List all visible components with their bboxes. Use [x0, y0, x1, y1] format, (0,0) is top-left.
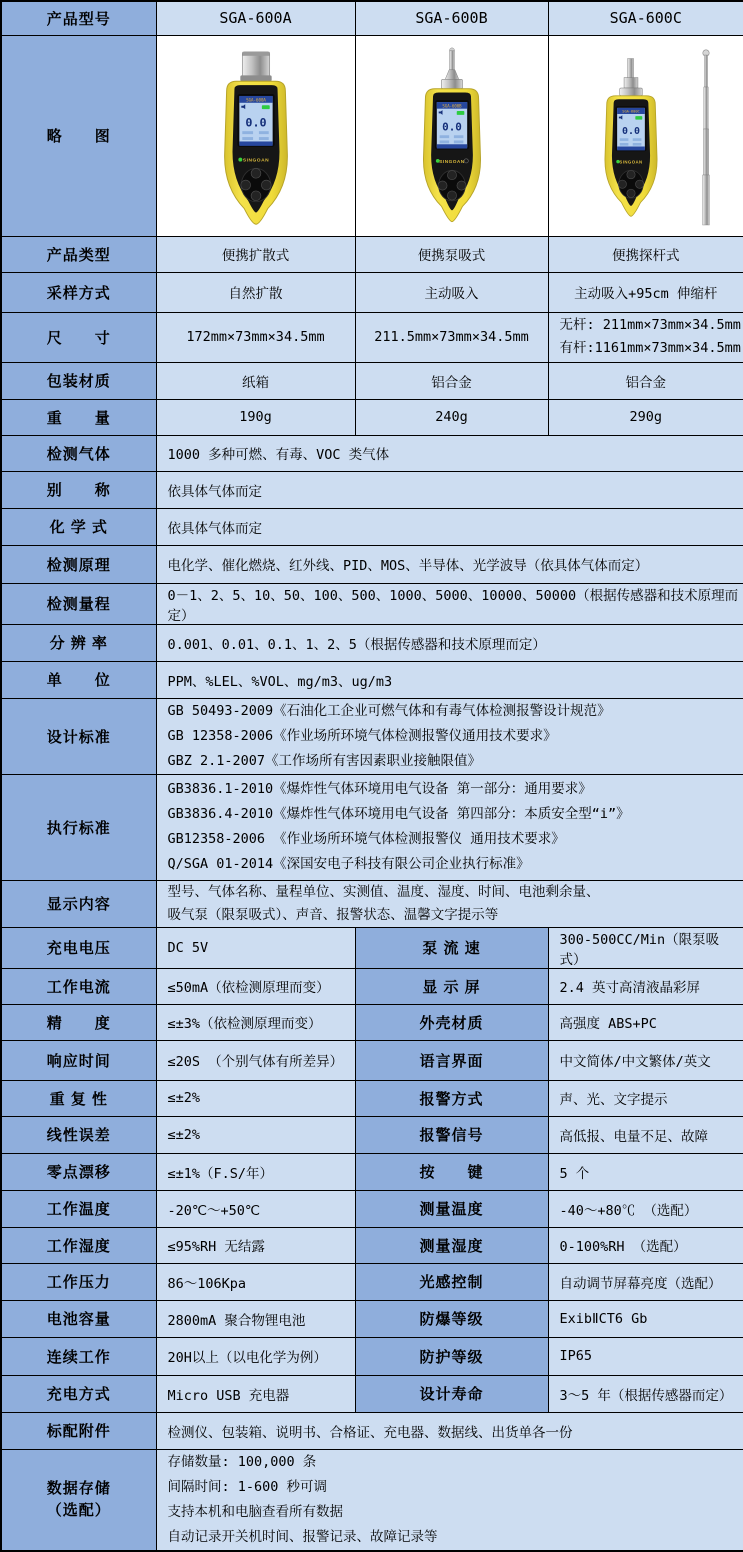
row-pair-working-pressure: [1, 1263, 743, 1300]
brand-text: SINGOAN: [619, 158, 643, 164]
cell-value: [156, 698, 743, 774]
cell-value: ≤50mA（依检测原理而变）: [156, 968, 355, 1004]
row-label: 防护等级: [355, 1337, 548, 1375]
standard-line: GB3836.4-2010《爆炸性气体环境用电气设备 第四部分：本质安全型“i”》: [167, 806, 630, 822]
row-label: 防爆等级: [355, 1300, 548, 1337]
row-label: 尺 寸: [1, 312, 156, 362]
row-label: 连续工作: [1, 1337, 156, 1375]
dimension-line: 无杆: 211mm×73mm×34.5mm: [559, 317, 741, 333]
cell-value: -40～+80℃ （选配）: [548, 1190, 743, 1227]
cell-value: 纸箱: [156, 362, 355, 399]
cell-value: 86～106Kpa: [156, 1263, 355, 1300]
cell-value: 铝合金: [355, 362, 548, 399]
cell-value: ≤±1%（F.S/年）: [156, 1153, 355, 1190]
screen-reading: 0.0: [441, 120, 462, 134]
cell-value: 声、光、文字提示: [548, 1080, 743, 1116]
battery-icon: [456, 111, 464, 115]
row-label: 化 学 式: [1, 508, 156, 545]
cell-value: ExibⅡCT6 Gb: [548, 1300, 743, 1337]
row-detection-range: [1, 583, 743, 624]
row-pair-charging-method: [1, 1375, 743, 1412]
row-dimensions: [1, 312, 743, 362]
battery-icon: [261, 105, 269, 109]
row-packaging: [1, 362, 743, 399]
standard-line: GB3836.1-2010《爆炸性气体环境用电气设备 第一部分：通用要求》: [167, 781, 592, 797]
cell-value: 0－1、2、5、10、50、100、500、1000、5000、10000、50000（根据传感器和技术原理而定）: [156, 583, 743, 624]
storage-line: 间隔时间: 1-600 秒可调: [167, 1478, 328, 1495]
row-product-type: [1, 236, 743, 272]
storage-line: 支持本机和电脑查看所有数据: [167, 1503, 343, 1520]
row-label: 设计寿命: [355, 1375, 548, 1412]
cell-value: [548, 312, 743, 362]
cell-value: ≤95%RH 无结露: [156, 1227, 355, 1263]
storage-line: 自动记录开关机时间、报警记录、故障记录等: [167, 1528, 438, 1545]
content-line: 型号、气体名称、量程单位、实测值、温度、湿度、时间、电池剩余量、: [167, 883, 600, 900]
row-label: 重 复 性: [1, 1080, 156, 1116]
row-label: 工作压力: [1, 1263, 156, 1300]
row-resolution: [1, 624, 743, 661]
standard-line: GB 12358-2006《作业场所环境气体检测报警仪通用技术要求》: [167, 727, 557, 744]
cell-value: 电化学、催化燃烧、红外线、PID、MOS、半导体、光学波导（依具体气体而定）: [156, 545, 743, 583]
cell-value: 铝合金: [548, 362, 743, 399]
device-illustration-probe: [579, 47, 683, 233]
product-photo-sga-600a: [156, 35, 355, 236]
cell-value: 0.001、0.01、0.1、1、2、5（根据传感器和技术原理而定）: [156, 624, 743, 661]
row-pair-working-current: [1, 968, 743, 1004]
cell-value: 300-500CC/Min（限泵吸式）: [548, 927, 743, 968]
product-photo-sga-600c: [548, 35, 743, 236]
standard-line: GB12358-2006 《作业场所环境气体检测报警仪 通用技术要求》: [167, 831, 565, 847]
cell-value: 检测仪、包装箱、说明书、合格证、充电器、数据线、出货单各一份: [156, 1412, 743, 1449]
model-header-sga-600c: SGA-600C: [548, 1, 743, 35]
cell-value: 便携泵吸式: [355, 236, 548, 272]
cell-value: 主动吸入: [355, 272, 548, 312]
cell-value: 190g: [156, 399, 355, 435]
storage-label-line: （选配）: [46, 1501, 111, 1519]
row-alias: [1, 471, 743, 508]
cell-value: 自然扩散: [156, 272, 355, 312]
content-line: 吸气泵（限泵吸式）、声音、报警状态、温馨文字提示等: [167, 906, 499, 923]
cell-value: 中文简体/中文繁体/英文: [548, 1040, 743, 1080]
row-execution-standard: [1, 774, 743, 880]
row-label: 响应时间: [1, 1040, 156, 1080]
row-label: 泵 流 速: [355, 927, 548, 968]
sketch-label: 略 图: [1, 35, 156, 236]
telescopic-rod: [699, 49, 713, 227]
row-detected-gas: [1, 435, 743, 471]
cell-value: 2800mA 聚合物锂电池: [156, 1300, 355, 1337]
row-pair-continuous-work: [1, 1337, 743, 1375]
row-pair-repeatability: [1, 1080, 743, 1116]
cell-value: [156, 774, 743, 880]
row-label: 包装材质: [1, 362, 156, 399]
cell-value: 自动调节屏幕亮度（选配）: [548, 1263, 743, 1300]
row-label: 显示内容: [1, 880, 156, 927]
row-weight: [1, 399, 743, 435]
row-label: 充电电压: [1, 927, 156, 968]
row-label: 报警方式: [355, 1080, 548, 1116]
row-accessories: [1, 1412, 743, 1449]
cell-value: ≤±3%（依检测原理而变）: [156, 1004, 355, 1040]
cell-value: Micro USB 充电器: [156, 1375, 355, 1412]
row-data-storage: [1, 1449, 743, 1551]
row-label: 充电方式: [1, 1375, 156, 1412]
row-label: 标配附件: [1, 1412, 156, 1449]
header-label: 产品型号: [1, 1, 156, 35]
svg-text:SGA-600C: SGA-600C: [622, 109, 640, 114]
row-label: 工作温度: [1, 1190, 156, 1227]
cell-value: IP65: [548, 1337, 743, 1375]
cell-value: -20℃～+50℃: [156, 1190, 355, 1227]
cell-value: 1000 多种可燃、有毒、VOC 类气体: [156, 435, 743, 471]
row-label: 设计标准: [1, 698, 156, 774]
row-pair-accuracy: [1, 1004, 743, 1040]
standard-line: GBZ 2.1-2007《工作场所有害因素职业接触限值》: [167, 752, 482, 769]
row-chemical-formula: [1, 508, 743, 545]
battery-icon: [635, 116, 642, 119]
row-label: 光感控制: [355, 1263, 548, 1300]
cell-value: 便携探杆式: [548, 236, 743, 272]
row-display-content: [1, 880, 743, 927]
row-label: 测量湿度: [355, 1227, 548, 1263]
cell-value: ≤±2%: [156, 1116, 355, 1153]
row-label: 精 度: [1, 1004, 156, 1040]
row-label: 检测气体: [1, 435, 156, 471]
cell-value: PPM、%LEL、%VOL、mg/m3、ug/m3: [156, 661, 743, 698]
row-label: 执行标准: [1, 774, 156, 880]
device-illustration-diffusion: [197, 46, 315, 234]
cell-value: 依具体气体而定: [156, 471, 743, 508]
standard-line: Q/SGA 01-2014《深国安电子科技有限公司企业执行标准》: [167, 856, 530, 872]
model-header-sga-600b: SGA-600B: [355, 1, 548, 35]
row-label: 电池容量: [1, 1300, 156, 1337]
cell-value: 2.4 英寸高清液晶彩屏: [548, 968, 743, 1004]
cell-value: 172mm×73mm×34.5mm: [156, 312, 355, 362]
row-label: 检测量程: [1, 583, 156, 624]
cell-value: 240g: [355, 399, 548, 435]
model-header-sga-600a: SGA-600A: [156, 1, 355, 35]
row-label: 按 键: [355, 1153, 548, 1190]
cell-value: 高强度 ABS+PC: [548, 1004, 743, 1040]
cell-value: 211.5mm×73mm×34.5mm: [355, 312, 548, 362]
svg-text:SGA-600B: SGA-600B: [441, 102, 462, 108]
cell-value: DC 5V: [156, 927, 355, 968]
row-label: 语言界面: [355, 1040, 548, 1080]
row-label: 产品类型: [1, 236, 156, 272]
brand-text: SINGOAN: [438, 159, 465, 165]
cell-value: ≤±2%: [156, 1080, 355, 1116]
row-pair-charge-voltage: [1, 927, 743, 968]
row-unit: [1, 661, 743, 698]
screen-reading: 0.0: [244, 114, 267, 129]
row-pair-working-humidity: [1, 1227, 743, 1263]
probe-tube: [627, 58, 633, 79]
row-pair-battery-capacity: [1, 1300, 743, 1337]
pump-inlet: [441, 79, 462, 88]
row-label: [1, 1449, 156, 1551]
row-label: 工作湿度: [1, 1227, 156, 1263]
row-label: 分 辨 率: [1, 624, 156, 661]
row-label: 单 位: [1, 661, 156, 698]
standard-line: GB 50493-2009《石油化工企业可燃气体和有毒气体检测报警设计规范》: [167, 702, 611, 719]
brand-text: SINGOAN: [242, 158, 269, 164]
row-pair-response-time: [1, 1040, 743, 1080]
row-label: 显 示 屏: [355, 968, 548, 1004]
row-design-standard: [1, 698, 743, 774]
product-photo-sga-600b: [355, 35, 548, 236]
row-label: 采样方式: [1, 272, 156, 312]
cell-value: 5 个: [548, 1153, 743, 1190]
row-label: 工作电流: [1, 968, 156, 1004]
cell-value: [156, 1449, 743, 1551]
row-label: 线性误差: [1, 1116, 156, 1153]
storage-line: 存储数量: 100,000 条: [167, 1453, 317, 1470]
probe-needle: [449, 50, 454, 69]
probe-base: [619, 88, 642, 96]
row-pair-zero-drift: [1, 1153, 743, 1190]
row-pair-working-temp: [1, 1190, 743, 1227]
row-label: 外壳材质: [355, 1004, 548, 1040]
row-label: 检测原理: [1, 545, 156, 583]
row-detection-principle: [1, 545, 743, 583]
cell-value: ≤20S （个别气体有所差异）: [156, 1040, 355, 1080]
row-label: 零点漂移: [1, 1153, 156, 1190]
row-label: 别 称: [1, 471, 156, 508]
status-led: [238, 157, 242, 161]
cell-value: 290g: [548, 399, 743, 435]
row-label: 测量温度: [355, 1190, 548, 1227]
row-sampling-method: [1, 272, 743, 312]
cell-value: 20H以上（以电化学为例）: [156, 1337, 355, 1375]
cell-value: 依具体气体而定: [156, 508, 743, 545]
screen-reading: 0.0: [621, 125, 640, 137]
sketch-row: [1, 35, 743, 236]
svg-text:SGA-600A: SGA-600A: [245, 96, 266, 102]
header-row: [1, 1, 743, 35]
cell-value: 主动吸入+95cm 伸缩杆: [548, 272, 743, 312]
cell-value: 便携扩散式: [156, 236, 355, 272]
cell-value: 高低报、电量不足、故障: [548, 1116, 743, 1153]
row-label: 重 量: [1, 399, 156, 435]
row-label: 报警信号: [355, 1116, 548, 1153]
cell-value: 0-100%RH （选配）: [548, 1227, 743, 1263]
storage-label-line: 数据存储: [46, 1479, 111, 1497]
dimension-line: 有杆:1161mm×73mm×34.5mm: [559, 340, 741, 356]
cell-value: [156, 880, 743, 927]
row-pair-linearity-error: [1, 1116, 743, 1153]
cell-value: 3～5 年（根据传感器而定）: [548, 1375, 743, 1412]
device-illustration-pump: [395, 47, 509, 233]
